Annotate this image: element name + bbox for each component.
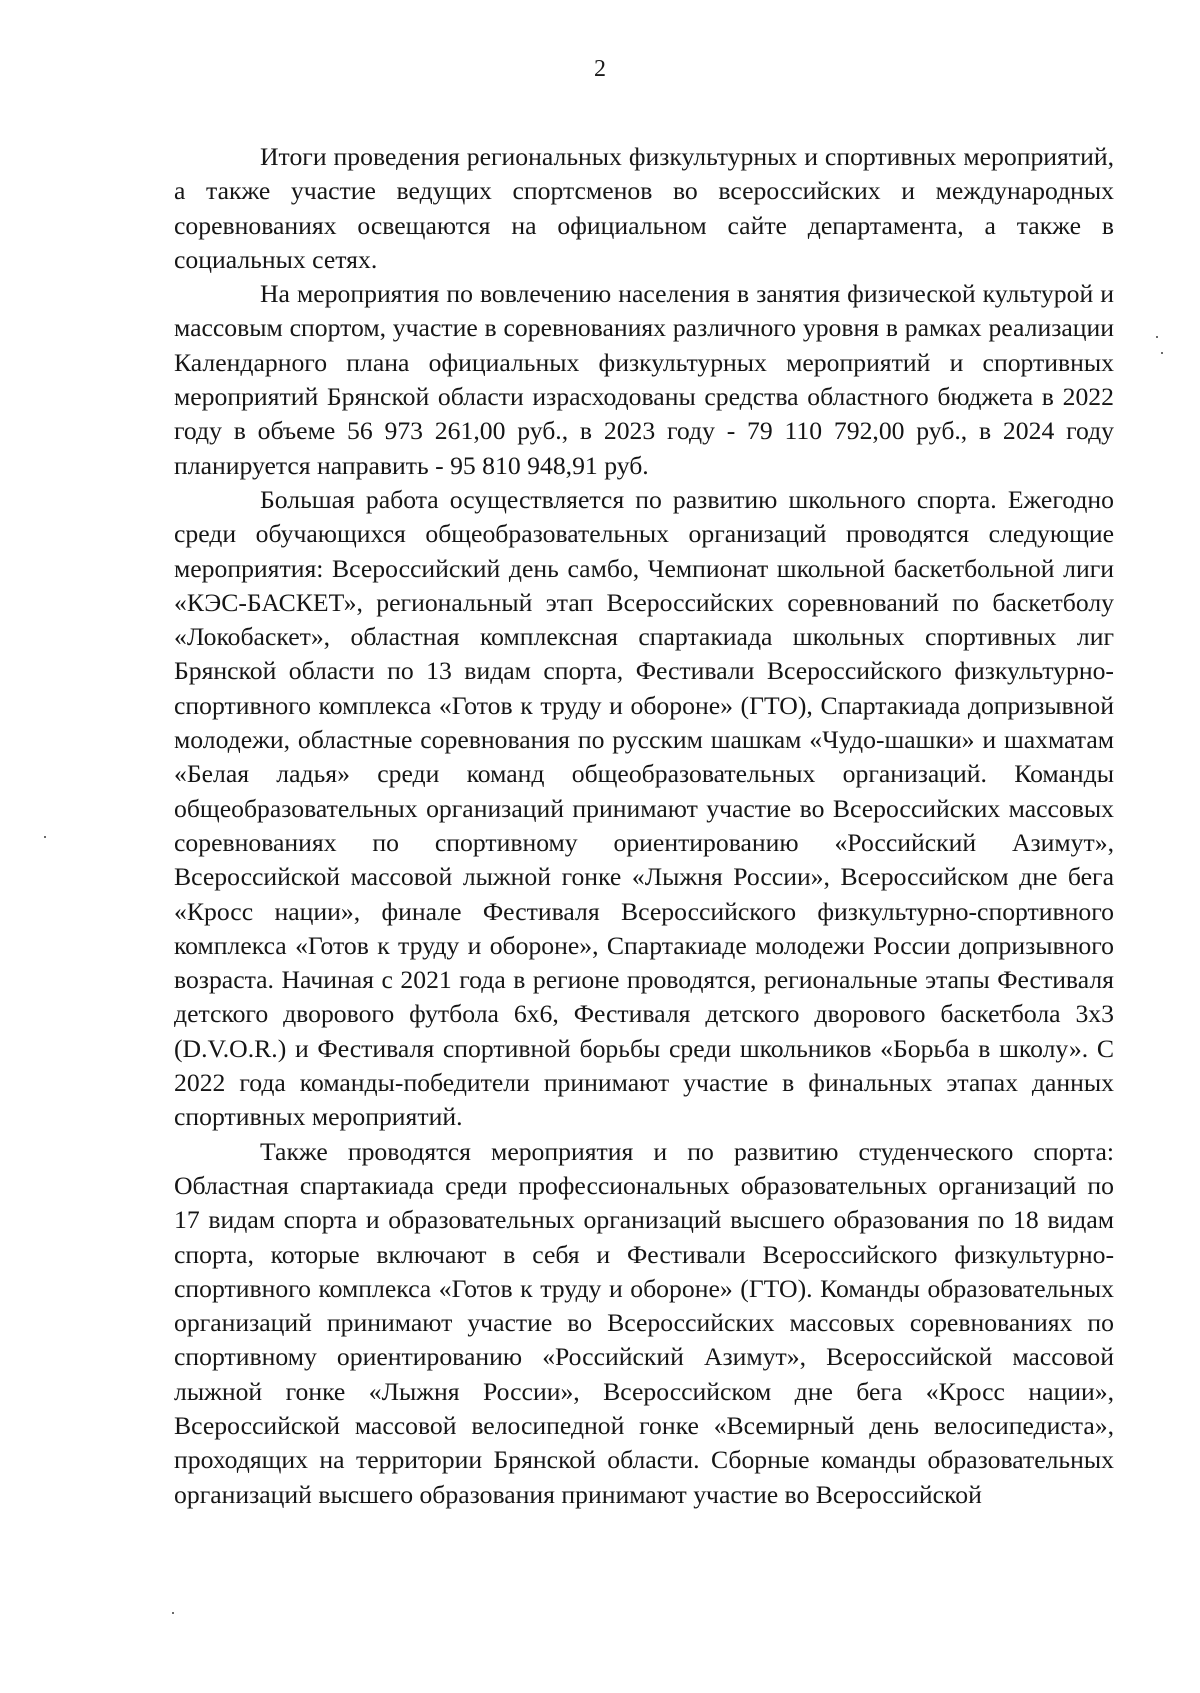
paragraph-school-sport: Большая работа осуществляется по развитию школьного спорта. Ежегодно среди обучающихся общеобразовательных организаций проводятся следующие мероприятия: Всероссийский день самбо, Чемпионат школьной баскетбольной лиги «КЭС-БАСКЕТ», региональный этап Всероссийских соревнований по баскетболу «Локобаскет», областная комплексная спартакиада школьных спортивных лиг Брянской области по 13 видам спорта, Фестивали Всероссийского физкультурно-спортивного комплекса «Готов к труду и обороне» (ГТО), Спартакиада допризывной молодежи, областные соревнования по русским шашкам «Чудо-шашки» и шахматам «Белая ладья» среди команд общеобразовательных организаций. Команды общеобразовательных организаций принимают участие во Всероссийских массовых соревнованиях по спортивному ориентированию «Российский Азимут», Всероссийской массовой лыжной гонке «Лыжня России», Всероссийском дне бега «Кросс нации», финале Фестиваля Всероссийского физкультурно-спортивного комплекса «Готов к труду и обороне», Спартакиаде молодежи России допризывного возраста. Начиная с 2021 года в регионе проводятся, региональные этапы Фестиваля детского дворового футбола 6х6, Фестиваля детского дворового баскетбола 3х3 (D.V.O.R.) и Фестиваля спортивной борьбы среди школьников «Борьба в школу». С 2022 года команды-победители принимают участие в финальных этапах данных спортивных мероприятий.	[174, 484, 1114, 1132]
scan-speck	[1156, 336, 1158, 338]
paragraph-student-sport: Также проводятся мероприятия и по развитию студенческого спорта: Областная спартакиада среди профессиональных образовательных организаций по 17 видам спорта и образовательных организаций высшего образования по 18 видам спорта, которые включают в себя и Фестивали Всероссийского физкультурно-спортивного комплекса «Готов к труду и обороне» (ГТО). Команды образовательных организаций принимают участие во Всероссийских массовых соревнованиях по спортивному ориентированию «Российский Азимут», Всероссийской массовой лыжной гонке «Лыжня России», Всероссийском дне бега «Кросс нации», Всероссийской массовой велосипедной гонке «Всемирный день велосипедиста», проходящих на территории Брянской области. Сборные команды образовательных организаций высшего образования принимают участие во Всероссийской	[174, 1136, 1114, 1509]
scan-speck	[44, 836, 46, 838]
scan-speck	[172, 1612, 174, 1614]
page-number: 2	[594, 56, 606, 82]
scan-speck	[1161, 352, 1163, 354]
document-body	[174, 140, 1114, 1512]
paragraph-budget-spending: На мероприятия по вовлечению населения в занятия физической культурой и массовым спортом, участие в соревнованиях различного уровня в рамках реализации Календарного плана официальных физкультурных мероприятий и спортивных мероприятий Брянской области израсходованы средства областного бюджета в 2022 году в объеме 56 973 261,00 руб., в 2023 году - 79 110 792,00 руб., в 2024 году планируется направить - 95 810 948,91 руб.	[174, 279, 1114, 480]
paragraph-results-coverage: Итоги проведения региональных физкультурных и спортивных мероприятий, а также участие ведущих спортсменов во всероссийских и международных соревнованиях освещаются на официальном сайте департамента, а также в социальных сетях.	[174, 142, 1114, 274]
